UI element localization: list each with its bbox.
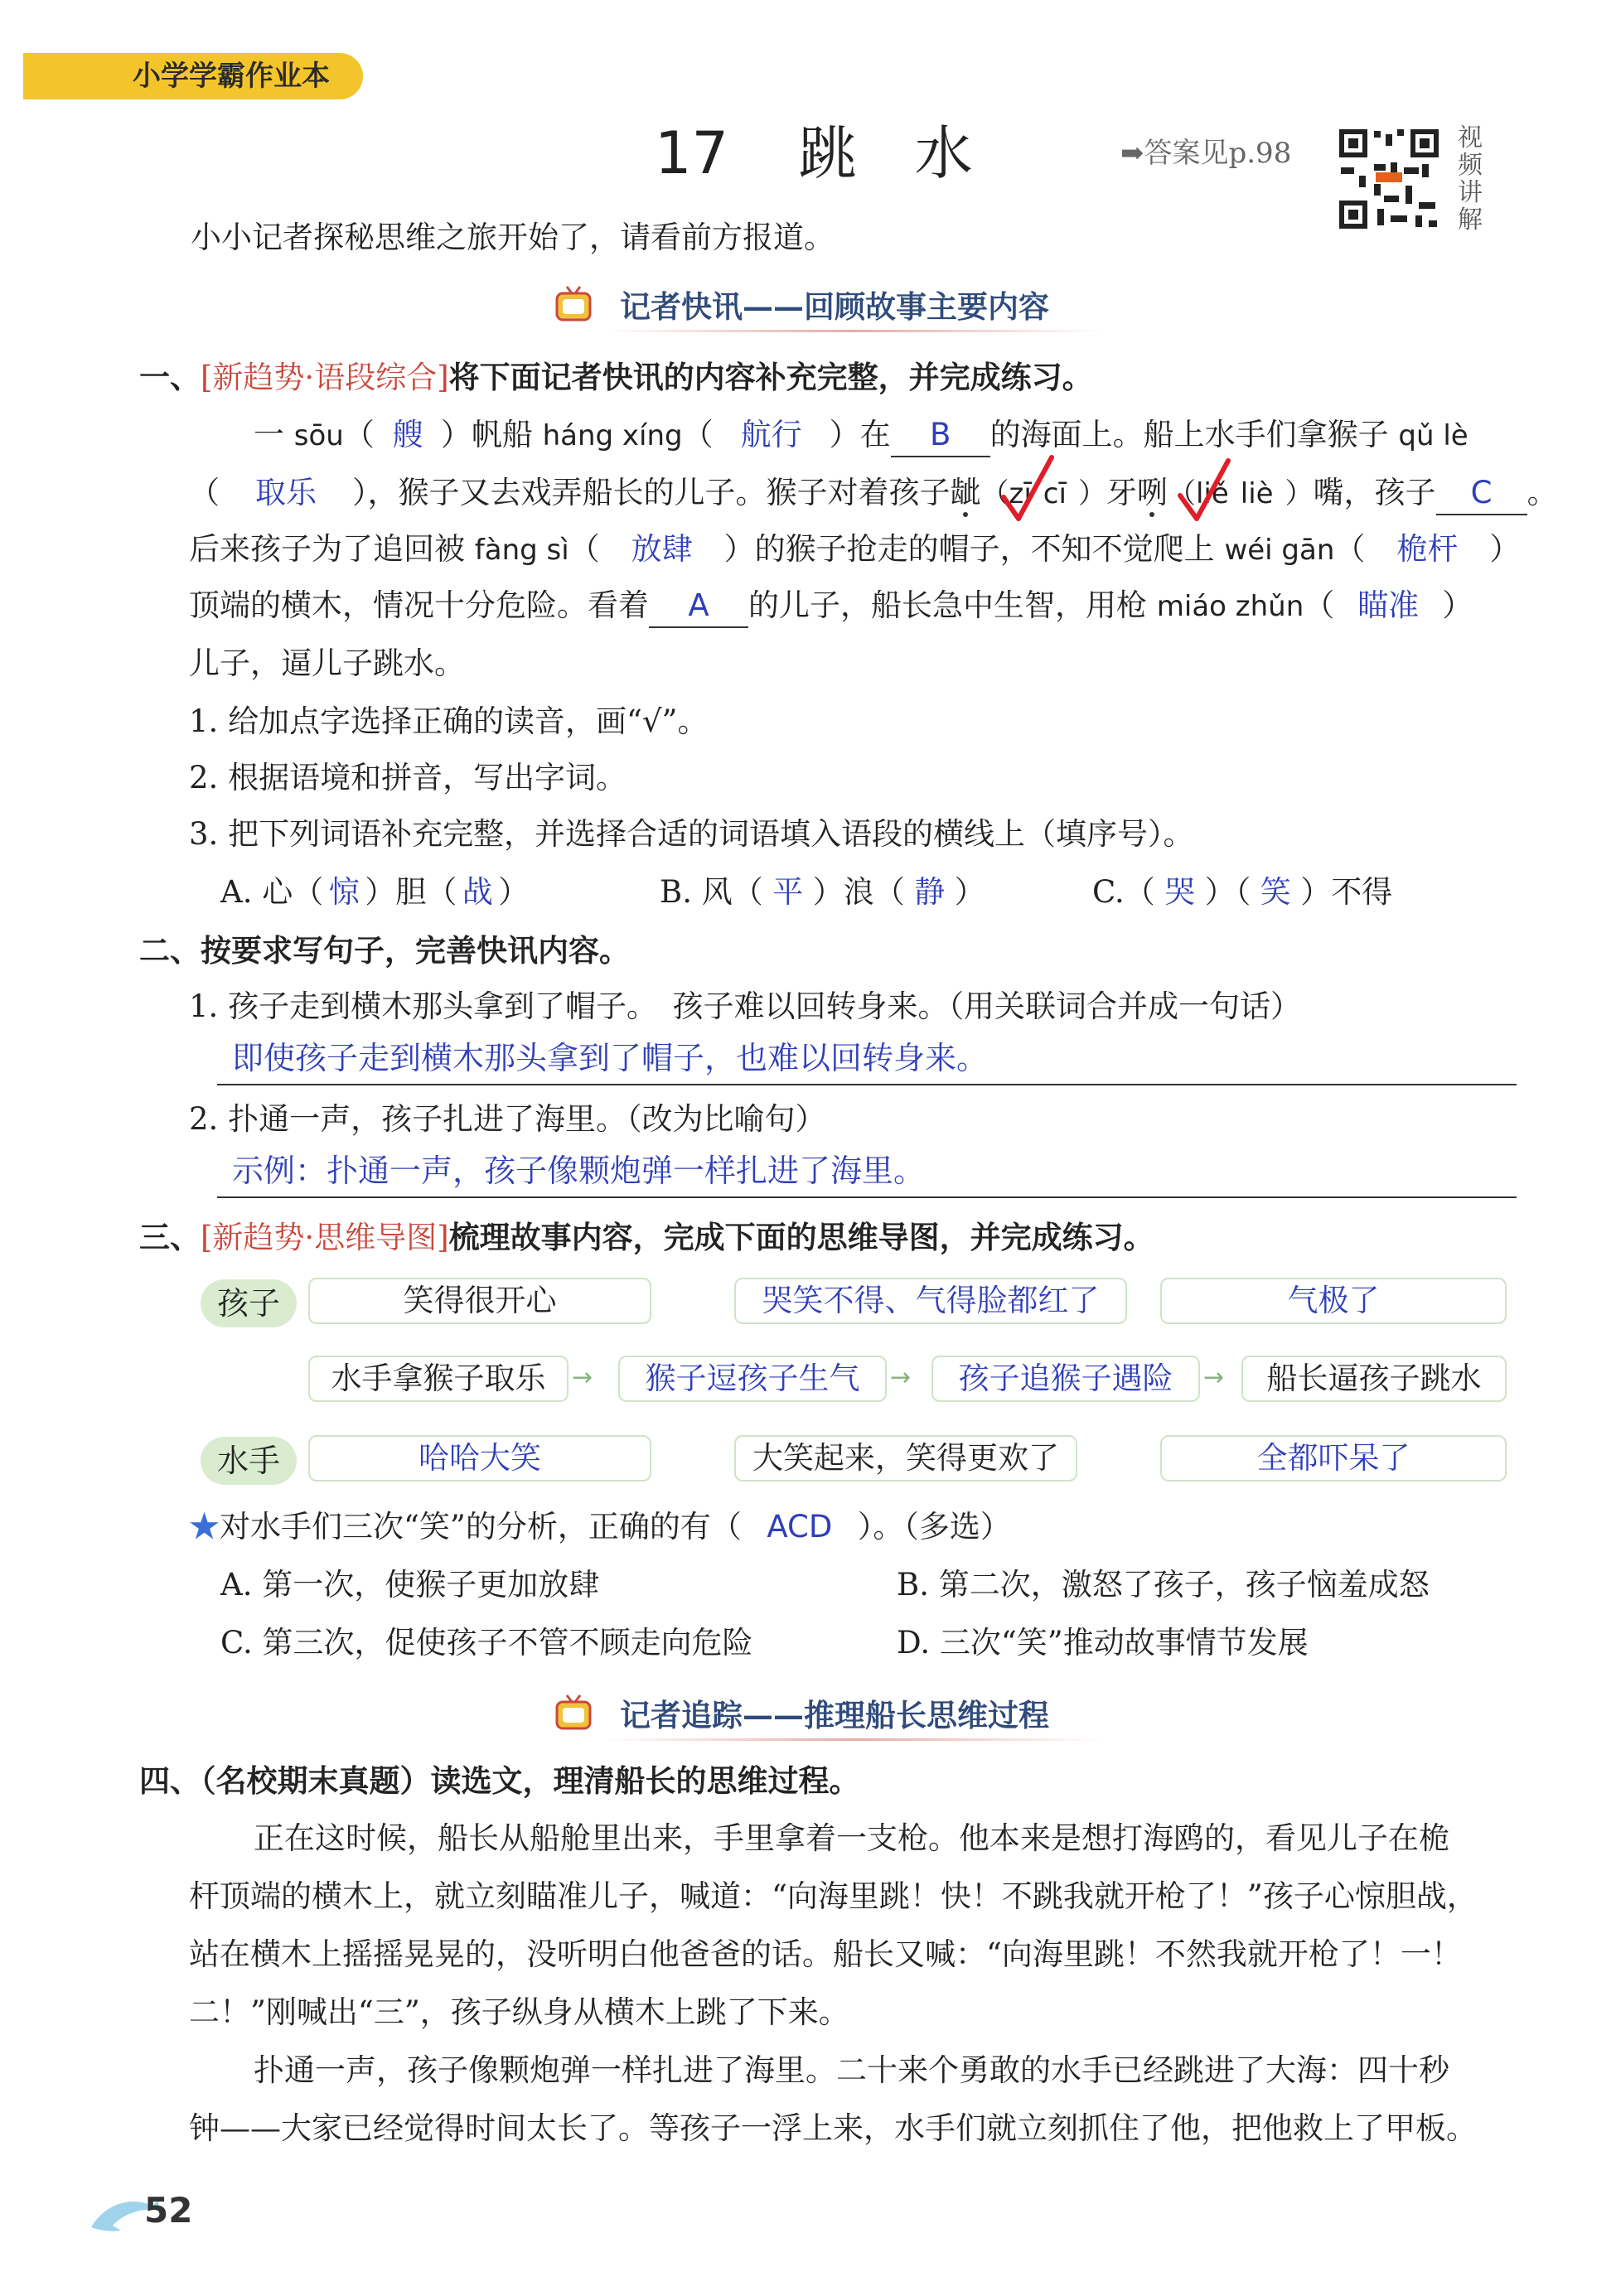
sailor-reaction-2: 大笑起来，笑得更欢了 [734, 1435, 1077, 1482]
kid-reaction-2[interactable]: 哭笑不得、气得脸都红了 [734, 1278, 1127, 1324]
q1-paragraph-line4: 顶端的横木，情况十分危险。看着 A 的儿子，船长急中生智，用枪 miáo zhǔn（ 瞄准 ） [189, 585, 1473, 628]
answer-blank[interactable]: ACD [767, 1509, 833, 1544]
kid-label: 孩子 [201, 1279, 297, 1327]
q1-sub3: 3. 把下列词语补充完整，并选择合适的词语填入语段的横线上（填序号）。 [189, 816, 1194, 852]
choice-b: B. 第二次，激怒了孩子，孩子恼羞成怒 [897, 1567, 1430, 1602]
passage-line: 二！”刚喊出“三”，孩子纵身从横木上跳了下来。 [189, 1994, 849, 2030]
arrow-right-icon: → [572, 1363, 593, 1392]
qr-code-icon[interactable] [1336, 126, 1442, 232]
q3-heading: 三、[新趋势·思维导图]梳理故事内容，完成下面的思维导图，并完成练习。 [139, 1219, 1154, 1255]
q3-star-question: ★对水手们三次“笑”的分析，正确的有（ ACD ）。（多选） [189, 1506, 1011, 1548]
section2-underline [605, 1738, 1102, 1741]
choice-c: C. 第三次，促使孩子不管不顾走向危险 [220, 1625, 753, 1660]
q1-heading: 一、[新趋势·语段综合]将下面记者快讯的内容补充完整，并完成练习。 [139, 359, 1093, 395]
q1-options-b: B. 风（ 平 ）浪（ 静 ） [660, 872, 985, 913]
plot-step-2[interactable]: 猴子逗孩子生气 [618, 1356, 887, 1402]
answer-blank[interactable]: C [1436, 472, 1527, 515]
section2-title: 记者追踪——推理船长思维过程 [620, 1697, 1049, 1733]
section1-title: 记者快讯——回顾故事主要内容 [620, 288, 1049, 325]
plot-step-4: 船长逼孩子跳水 [1241, 1356, 1507, 1402]
tv-icon [554, 283, 593, 326]
sailor-label: 水手 [201, 1437, 297, 1485]
sailor-reaction-1[interactable]: 哈哈大笑 [308, 1435, 651, 1482]
passage-line: 钟——大家已经觉得时间太长了。等孩子一浮上来，水手们就立刻抓住了他，把他救上了甲板。 [189, 2110, 1477, 2146]
plot-step-3[interactable]: 孩子追猴子遇险 [931, 1356, 1200, 1402]
q1-paragraph-line1: 一 sōu（ 艘 ）帆船 háng xíng（ 航行 ）在 B 的海面上。船上水手们拿猴子 qǔ lè [254, 414, 1468, 457]
q2-answer1-line[interactable] [217, 1084, 1517, 1085]
q4-heading: 四、（名校期末真题）读选文，理清船长的思维过程。 [139, 1762, 860, 1799]
passage-line: 站在横木上摇摇晃晃的，没听明白他爸爸的话。船长又喊：“向海里跳！不然我就开枪了！一！ [189, 1936, 1462, 1972]
lesson-title: 17 跳 水 [655, 119, 973, 187]
arrow-right-icon: → [890, 1363, 912, 1392]
q1-paragraph-line5: 儿子，逼儿子跳水。 [189, 645, 465, 681]
answer-blank[interactable]: 哭 [1164, 874, 1196, 910]
checkmark-icon [1175, 457, 1233, 527]
answer-blank[interactable]: 桅杆 [1396, 531, 1459, 567]
choice-a: A. 第一次，使猴子更加放肆 [220, 1567, 600, 1602]
page-number: 52 [144, 2190, 193, 2231]
video-explain-label[interactable]: 视 频 讲 解 [1458, 123, 1483, 234]
passage-line: 杆顶端的横木上，就立刻瞄准儿子，喊道：“向海里跳！快！不跳我就开枪了！”孩子心惊胆战， [189, 1878, 1478, 1914]
answer-blank[interactable]: 静 [914, 874, 946, 910]
answer-blank[interactable]: 艘 [392, 417, 423, 452]
answer-blank[interactable]: 瞄准 [1357, 587, 1420, 623]
answer-blank[interactable]: B [891, 414, 990, 457]
answer-reference[interactable]: ➡答案见p.98 [1120, 137, 1292, 170]
star-icon: ★ [189, 1509, 220, 1544]
intro-text: 小小记者探秘思维之旅开始了，请看前方报道。 [191, 220, 835, 255]
arrow-right-icon: → [1203, 1363, 1225, 1392]
answer-blank[interactable]: 放肆 [631, 531, 693, 567]
answer-blank[interactable]: 航行 [740, 417, 802, 452]
q2-answer1[interactable]: 即使孩子走到横木那头拿到了帽子，也难以回转身来。 [232, 1040, 989, 1076]
answer-blank[interactable]: 惊 [328, 874, 360, 910]
passage-line: 正在这时候，船长从船舱里出来，手里拿着一支枪。他本来是想打海鸥的，看见儿子在桅 [254, 1820, 1449, 1856]
q1-sub1: 1. 给加点字选择正确的读音，画“√”。 [189, 703, 709, 739]
q1-paragraph-line2: （ 取乐 ），猴子又去戏弄船长的儿子。猴子对着孩子龇（zī cī ）牙咧（liě liè ）嘴，孩子 C 。 [189, 472, 1558, 515]
q2-answer2[interactable]: 示例：扑通一声，孩子像颗炮弹一样扎进了海里。 [232, 1153, 926, 1189]
tv-icon [554, 1692, 593, 1735]
answer-blank[interactable]: 战 [462, 874, 493, 910]
checkmark-icon [999, 454, 1057, 527]
q1-options: A. 心（ 惊 ）胆（ 战 ） [220, 872, 529, 913]
kid-reaction-3[interactable]: 气极了 [1160, 1278, 1507, 1324]
plot-step-1: 水手拿猴子取乐 [308, 1356, 569, 1402]
answer-blank[interactable]: A [649, 585, 748, 628]
choice-d: D. 三次“笑”推动故事情节发展 [897, 1625, 1309, 1660]
q1-sub2: 2. 根据语境和拼音，写出字词。 [189, 760, 627, 795]
q2-answer2-line[interactable] [217, 1196, 1517, 1198]
answer-blank[interactable]: 笑 [1260, 874, 1291, 910]
q2-sentence1: 1. 孩子走到横木那头拿到了帽子。 孩子难以回转身来。（用关联词合并成一句话） [189, 988, 1302, 1024]
kid-reaction-1: 笑得很开心 [308, 1278, 651, 1324]
answer-blank[interactable]: 平 [772, 874, 804, 910]
q1-paragraph-line3: 后来孩子为了追回被 fàng sì（ 放肆 ）的猴子抢走的帽子，不知不觉爬上 wéi gān（ 桅杆 ） [189, 529, 1520, 571]
passage-line: 扑通一声，孩子像颗炮弹一样扎进了海里。二十来个勇敢的水手已经跳进了大海：四十秒 [254, 2052, 1449, 2088]
sailor-reaction-3[interactable]: 全都吓呆了 [1160, 1435, 1507, 1482]
section1-underline [605, 330, 1102, 332]
q2-heading: 二、按要求写句子，完善快讯内容。 [139, 932, 630, 969]
q2-sentence2: 2. 扑通一声，孩子扎进了海里。（改为比喻句） [189, 1101, 826, 1137]
q1-options-c: C.（ 哭 ）（ 笑 ）不得 [1092, 872, 1392, 913]
series-title: 小学学霸作业本 [133, 60, 330, 93]
answer-blank[interactable]: 取乐 [255, 475, 317, 510]
